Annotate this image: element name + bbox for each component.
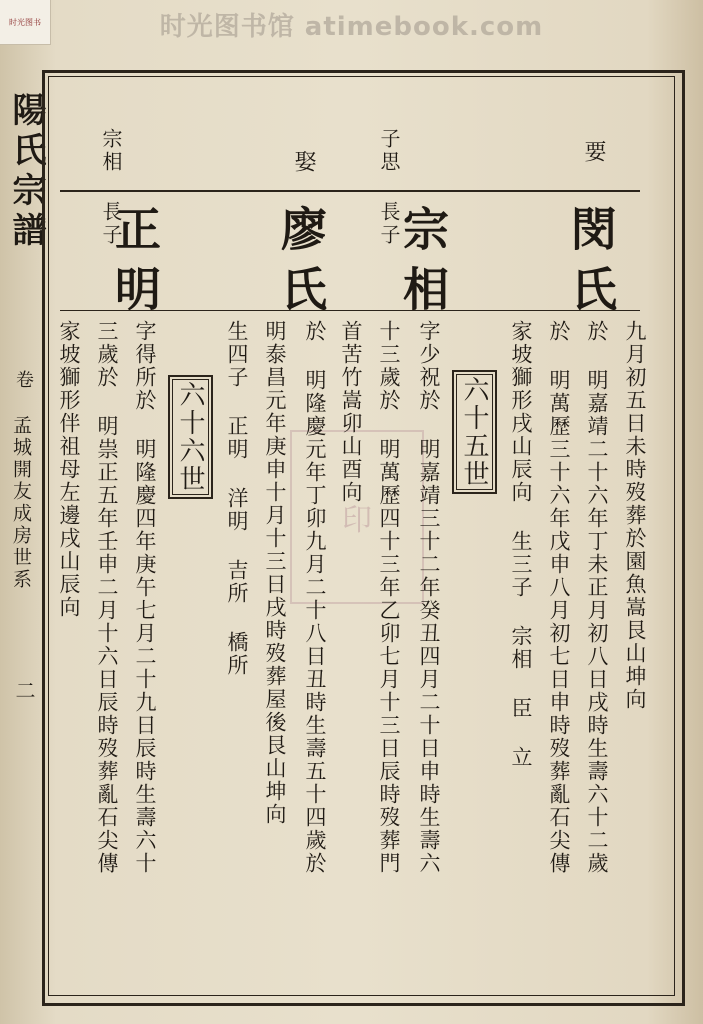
site-logo: 时光图书	[0, 0, 51, 45]
record-col-1: 九月初五日未時歿葬於園魚嵩艮山坤向	[623, 320, 647, 711]
header-son-of-zongxiang: 宗相 長子	[99, 128, 123, 247]
generation-65-box: 六十五世	[452, 370, 497, 494]
generation-66-box: 六十六世	[168, 375, 213, 499]
header-wife-label-2: 娶	[291, 150, 316, 175]
header-son-of-zisi: 子思 長子	[377, 128, 401, 247]
record-col-13: 家坡獅形伴祖母左邊戌山辰向	[57, 320, 81, 619]
name-zongxiang: 宗相	[396, 205, 450, 325]
spine-volume: 卷	[13, 370, 34, 388]
record-col-11: 字得所於 明隆慶四年庚午七月二十九日辰時生壽六十	[133, 320, 157, 875]
header-wife-label: 要	[581, 140, 606, 165]
name-min-shi: 閔氏	[564, 205, 618, 325]
name-zhengming: 正明	[108, 205, 162, 325]
record-col-9: 明泰昌元年庚申十月十三日戌時歿葬屋後艮山坤向	[263, 320, 287, 826]
watermark: 时光图书馆 atimebook.com	[159, 12, 544, 42]
record-col-12: 三歲於 明祟正五年壬申二月十六日辰時歿葬亂石尖傳	[95, 320, 119, 875]
library-seal: 印	[290, 430, 424, 604]
record-col-7: 首苦竹嵩卯山酉向	[339, 320, 363, 504]
name-liao-shi: 廖氏	[274, 205, 328, 325]
record-col-4: 家坡獅形戌山辰向 生三子 宗相 臣 立	[509, 320, 533, 769]
record-col-6: 十三歲於 明萬歷四十三年乙卯七月十三日辰時歿葬門	[377, 320, 401, 875]
spine-page-number: 二	[12, 680, 36, 700]
spine-section: 孟城開友成房世系	[10, 415, 32, 591]
record-col-5: 字少祝於 明嘉靖三十二年癸丑四月二十日申時生壽六	[417, 320, 441, 875]
spine-title: 陽氏宗譜	[6, 92, 46, 252]
record-col-8: 於 明隆慶元年丁卯九月二十八日丑時生壽五十四歲於	[303, 320, 327, 875]
header-divider	[60, 190, 640, 192]
record-col-3: 於 明萬歷三十六年戊申八月初七日申時歿葬亂石尖傳	[547, 320, 571, 875]
book-spine	[0, 70, 46, 1000]
record-col-10: 生四子 正明 洋明 吉所 橋所	[225, 320, 249, 677]
names-divider	[60, 310, 640, 311]
record-col-2: 於 明嘉靖二十六年丁未正月初八日戌時生壽六十二歲	[585, 320, 609, 875]
